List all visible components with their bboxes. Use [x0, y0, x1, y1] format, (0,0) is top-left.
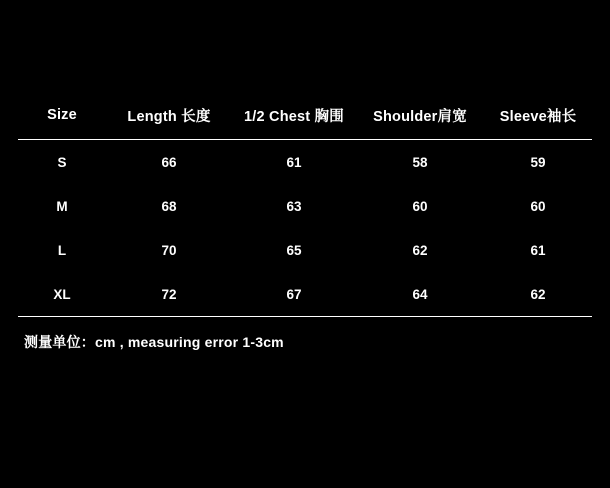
footer-divider [18, 316, 592, 317]
cell-size: S [57, 154, 67, 170]
column-header-size: Size [47, 107, 77, 123]
cell-length: 68 [161, 198, 177, 214]
cell-length: 72 [161, 286, 177, 302]
cell-shoulder: 60 [412, 198, 428, 214]
cell-size: XL [53, 286, 71, 302]
table-header [18, 90, 592, 140]
cell-size: M [56, 198, 68, 214]
header-divider [18, 139, 592, 140]
table-row [18, 228, 592, 272]
cell-chest: 61 [286, 154, 302, 170]
cell-length: 70 [161, 242, 177, 258]
cell-sleeve: 59 [530, 154, 546, 170]
table-header-row [18, 90, 592, 140]
cell-shoulder: 62 [412, 242, 428, 258]
column-header-length: Length 长度 [127, 108, 211, 125]
column-header-chest: 1/2 Chest 胸围 [244, 108, 344, 125]
cell-size: L [57, 242, 67, 258]
table-row [18, 184, 592, 228]
column-header-shoulder: Shoulder肩宽 [373, 108, 467, 125]
table-row [18, 272, 592, 316]
size-chart-table [18, 90, 592, 316]
cell-sleeve: 61 [530, 242, 546, 258]
cell-chest: 63 [286, 198, 302, 214]
cell-sleeve: 62 [530, 286, 546, 302]
measurement-note: 测量单位：cm , measuring error 1-3cm [24, 334, 284, 350]
cell-chest: 65 [286, 242, 302, 258]
cell-shoulder: 58 [412, 154, 428, 170]
cell-shoulder: 64 [412, 286, 428, 302]
cell-chest: 67 [286, 286, 302, 302]
cell-sleeve: 60 [530, 198, 546, 214]
table-body [18, 140, 592, 316]
column-header-sleeve: Sleeve袖长 [499, 108, 577, 125]
cell-length: 66 [161, 154, 177, 170]
table-row [18, 140, 592, 184]
